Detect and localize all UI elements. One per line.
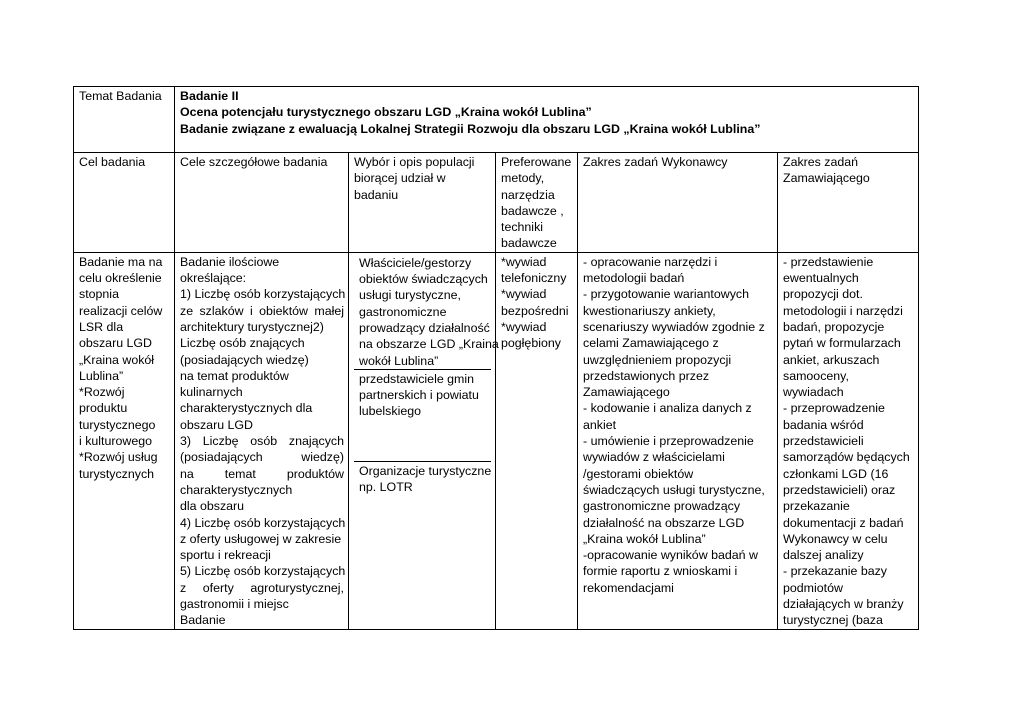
text-line: realizacji celów bbox=[79, 303, 163, 318]
text-line: ewentualnych bbox=[783, 271, 859, 286]
text-line: partnerskich i powiatu bbox=[359, 388, 479, 403]
text-line: *Rozwój bbox=[79, 385, 125, 400]
text-line: kwestionariuszy ankiety, bbox=[583, 303, 716, 318]
contractor-cell bbox=[578, 252, 778, 629]
text-line: uwzględnieniem propozycji bbox=[583, 352, 732, 367]
text-line: ze szlaków i obiektów małej bbox=[180, 303, 344, 318]
text-line: 4) Liczbę osób korzystających bbox=[180, 515, 346, 530]
text-line: Wykonawcy w celu bbox=[783, 531, 888, 546]
text-line: biorącej udział w bbox=[354, 171, 446, 186]
text-line: Zakres zadań Wykonawcy bbox=[583, 155, 728, 169]
text-line: propozycji dot. bbox=[783, 287, 863, 302]
text-line: turystycznych bbox=[79, 466, 155, 481]
title-line: Ocena potencjału turystycznego obszaru LGD „Kraina wokół Lublina” bbox=[180, 105, 592, 120]
text-line: Badanie ilościowe bbox=[180, 254, 280, 269]
topic-label: Temat Badania bbox=[79, 89, 162, 103]
text-line: działalność na obszarze LGD bbox=[583, 515, 745, 530]
text-line: „Kraina wokół bbox=[79, 352, 155, 367]
text-line: z oferty usługowej w zakresie bbox=[180, 531, 342, 546]
topic-label-cell bbox=[74, 87, 175, 153]
text-line: - przedstawienie bbox=[783, 254, 874, 269]
text-line: przedstawicieli bbox=[783, 434, 864, 449]
text-line: przedstawionych przez bbox=[583, 368, 710, 383]
text-line: charakterystycznych dla bbox=[180, 401, 313, 416]
text-line: Cele szczegółowe badania bbox=[180, 155, 328, 169]
text-line: badawcze bbox=[501, 236, 557, 251]
text-line: rekomendacjami bbox=[583, 580, 674, 595]
text-line: bezpośredni bbox=[501, 303, 569, 318]
text-line: gastronomiczne prowadzący bbox=[583, 499, 741, 514]
text-line: i kulturowego bbox=[79, 434, 153, 449]
text-line: podmiotów bbox=[783, 580, 843, 595]
text-line: ankiet, arkuszach bbox=[783, 352, 880, 367]
text-line: - przeprowadzenie bbox=[783, 401, 885, 416]
text-line: dla obszaru bbox=[180, 499, 245, 514]
text-line: techniki bbox=[501, 220, 544, 235]
population-owners bbox=[354, 254, 499, 370]
title-line: Badanie II bbox=[180, 89, 239, 103]
text-line: - przekazanie bazy bbox=[783, 564, 887, 579]
text-line: produktu bbox=[79, 401, 128, 416]
text-line: charakterystycznych bbox=[180, 482, 293, 497]
text-line: ankiet bbox=[583, 417, 617, 432]
text-line: na temat produktów bbox=[180, 466, 344, 481]
text-line: obszaru LGD bbox=[79, 336, 153, 351]
text-line: badań, propozycje bbox=[783, 319, 885, 334]
text-line: na temat produktów bbox=[180, 368, 289, 383]
col-population-header bbox=[349, 153, 496, 253]
text-line: narzędzia bbox=[501, 187, 555, 202]
text-line: metodologii i narzędzi bbox=[783, 303, 903, 318]
text-line: Zamawiającego bbox=[783, 171, 870, 186]
text-line: działających w branży bbox=[783, 597, 904, 612]
text-line: 1) Liczbę osób korzystających bbox=[180, 287, 346, 302]
text-line: Preferowane bbox=[501, 155, 572, 169]
text-line: (posiadających wiedzę) bbox=[180, 352, 309, 367]
text-line: celami Zamawiającego z bbox=[583, 336, 719, 351]
text-line: pytań w formularzach bbox=[783, 336, 901, 351]
text-line: formie raportu z wnioskami i bbox=[583, 564, 738, 579]
research-table bbox=[73, 86, 919, 630]
text-line: turystycznej (baza bbox=[783, 613, 883, 628]
text-line: Organizacje turystyczne bbox=[359, 463, 492, 478]
text-line: LSR dla bbox=[79, 319, 124, 334]
text-line: członkami LGD (16 bbox=[783, 466, 889, 481]
population-municipalities bbox=[354, 370, 491, 462]
text-line: stopnia bbox=[79, 287, 119, 302]
text-line: badania wśród bbox=[783, 417, 864, 432]
text-line: samooceny, bbox=[783, 368, 849, 383]
text-line: - kodowanie i analiza danych z bbox=[583, 401, 752, 416]
col-goal-header bbox=[74, 153, 175, 253]
text-line: *wywiad bbox=[501, 254, 547, 269]
col-contractor-header bbox=[578, 153, 778, 253]
column-labels-row bbox=[74, 153, 919, 253]
client-cell bbox=[778, 252, 919, 629]
text-line: wywiadach bbox=[783, 385, 844, 400]
body-row bbox=[74, 252, 919, 629]
text-line: metody, bbox=[501, 171, 545, 186]
text-line: badaniu bbox=[354, 187, 399, 202]
text-line: usługi turystyczne, bbox=[359, 288, 461, 303]
text-line: sportu i rekreacji bbox=[180, 548, 271, 563]
text-line: *wywiad bbox=[501, 287, 547, 302]
text-line: -opracowanie wyników badań w bbox=[583, 548, 758, 563]
text-line: np. LOTR bbox=[359, 480, 413, 495]
text-line: pogłębiony bbox=[501, 336, 561, 351]
text-line: - umówienie i przeprowadzenie bbox=[583, 434, 754, 449]
text-line: 5) Liczbę osób korzystających bbox=[180, 564, 346, 579]
text-line: badawcze , bbox=[501, 203, 564, 218]
text-line: (posiadających wiedzę) bbox=[180, 450, 344, 465]
text-line: *Rozwój usług bbox=[79, 450, 158, 465]
text-line: Właściciele/gestorzy bbox=[359, 255, 472, 270]
text-line: Cel badania bbox=[79, 155, 146, 169]
text-line: wokół Lublina” bbox=[359, 353, 439, 368]
text-line: scenariuszy wywiadów zgodnie z bbox=[583, 319, 765, 334]
text-line: Badanie bbox=[180, 613, 226, 628]
text-line: prowadzący działalność bbox=[359, 320, 490, 335]
text-line: na obszarze LGD „Kraina bbox=[359, 337, 499, 352]
topic-title-cell bbox=[175, 87, 919, 153]
text-line: Lublina” bbox=[79, 368, 124, 383]
text-line: określające: bbox=[180, 271, 247, 286]
col-client-header bbox=[778, 153, 919, 253]
text-line: - opracowanie narzędzi i bbox=[583, 254, 718, 269]
text-line: Zakres zadań bbox=[783, 155, 859, 169]
text-line: gastronomii i miejsc bbox=[180, 597, 289, 612]
text-line: wywiadów z właścicielami bbox=[583, 450, 725, 465]
text-line: Liczbę osób znających bbox=[180, 336, 305, 351]
col-methods-header bbox=[496, 153, 578, 253]
population-cell bbox=[349, 252, 499, 629]
text-line: przedstawiciele gmin bbox=[359, 371, 475, 386]
detailed-goals-cell bbox=[175, 252, 349, 629]
text-line: Zamawiającego bbox=[583, 385, 670, 400]
text-line: kulinarnych bbox=[180, 385, 243, 400]
population-organizations bbox=[354, 462, 491, 499]
text-line: /gestorami obiektów bbox=[583, 466, 694, 481]
text-line: świadczących usługi turystyczne, bbox=[583, 482, 765, 497]
text-line: 3) Liczbę osób znających bbox=[180, 434, 344, 449]
col-detailed-header bbox=[175, 153, 349, 253]
text-line: lubelskiego bbox=[359, 404, 421, 419]
text-line: Badanie ma na bbox=[79, 254, 163, 269]
goal-cell bbox=[74, 252, 175, 629]
text-line: obiektów świadczących bbox=[359, 272, 488, 287]
text-line: *wywiad bbox=[501, 319, 547, 334]
header-row bbox=[74, 87, 919, 153]
title-line: Badanie związane z ewaluacją Lokalnej Strategii Rozwoju dla obszaru LGD „Kraina wokół Lublina” bbox=[180, 121, 761, 136]
text-line: turystycznego bbox=[79, 417, 156, 432]
text-line: gastronomiczne bbox=[359, 304, 447, 319]
text-line: telefoniczny bbox=[501, 271, 567, 286]
text-line: dokumentacji z badań bbox=[783, 515, 904, 530]
text-line: przedstawicieli) oraz bbox=[783, 482, 896, 497]
text-line: samorządów będących bbox=[783, 450, 910, 465]
text-line: Wybór i opis populacji bbox=[354, 155, 475, 169]
text-line: „Kraina wokół Lublina” bbox=[583, 531, 706, 546]
text-line: metodologii badań bbox=[583, 271, 685, 286]
text-line: dalszej analizy bbox=[783, 548, 864, 563]
text-line: z oferty agroturystycznej, bbox=[180, 580, 344, 595]
text-line: architektury turystycznej2) bbox=[180, 319, 324, 334]
methods-cell bbox=[496, 252, 578, 629]
text-line: - przygotowanie wariantowych bbox=[583, 287, 749, 302]
text-line: przekazanie bbox=[783, 499, 850, 514]
text-line: celu określenie bbox=[79, 271, 162, 286]
text-line: obszaru LGD bbox=[180, 417, 254, 432]
